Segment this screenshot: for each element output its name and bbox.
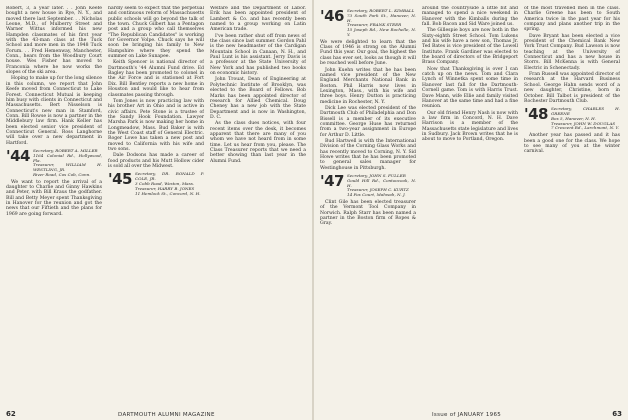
page-number: 62 — [6, 410, 16, 418]
paragraph: Our old friend Henry Nash is now with a law firm in Concord, N. H. Dave Harrison is a member of the Massachusetts state legislature and lives in Sudbury. Jack Brown writes that he is about to move to Portland, Oregon. — [422, 110, 518, 143]
class-year: '44 — [6, 146, 30, 165]
right-page — [314, 0, 628, 420]
right-column-2 — [422, 6, 518, 402]
class-heading-48 — [524, 107, 620, 131]
paragraph: We were delighted to learn that the Class of 1946 is strong on the Alumni Fund this year. Our goal, the highest the class has ever set, looks as though it will be reached well before June. — [320, 39, 416, 67]
paragraph: John Trouat, Dean of Engineering at Polytechnic Institute of Brooklyn, was elected to the Board of Fellows. Bob Marks has been appointed director of research for Allied Chemical. Doug Cheney has a new job with the State Department and is now in Washington, D. C. — [210, 77, 306, 120]
class-treasurer: Treasurer, JOHN W. DOUGLAS — [550, 120, 616, 126]
paragraph: The Gillespie boys are now both in the Sixty-eighth Street School. Tom Lukens and his wife have a new son, Thomas Jr. Ted Bates is vice president of the Lowell Institute. Frank Gardiner was elected to the board of directors of the Bridgeport Brass Company. — [422, 28, 518, 66]
paragraph: Another year has passed and it has been a good one for the class. We hope to see many of you at the winter carnival. — [524, 133, 620, 155]
page-number: 63 — [612, 410, 622, 418]
class-secretary: Secretary, ROBERT A. MILLER — [32, 147, 98, 153]
class-heading-44 — [6, 146, 102, 178]
paragraph: Clint Gile has been elected treasurer of the Vermont Tool Company in Norwich. Ralph Starr has been named a partner in the Boston firm of Ropes & Gray. — [320, 200, 416, 227]
paragraph: Welfare and the Department of Labor. Erik has been appointed president of Lambert & Co. and has recently been named to a group working on Latin American trade. — [210, 6, 306, 33]
class-secretary-address: Box 5, Hanover, N. H. — [550, 115, 597, 121]
class-treasurer: Treasurer, WILLIAM H. WESTLING, JR. — [32, 162, 102, 173]
page-footer: DARTMOUTH ALUMNI MAGAZINE — [118, 412, 215, 418]
paragraph: Now that Thanksgiving is over I can catch up on the news. Tom and Clara Lynch of Winnetka spent some time in Hanover last fall for the Dartmouth-Cornell game. Tom is with Harris Trust. Dave Mann, wife Ellie and family visited Hanover at the same time and had a fine reunion. — [422, 66, 518, 110]
paragraph: Tom Jones is now practicing law with his brother Art in Ohio and is active in civic affairs. Pete Stone is a trustee of the Sandy Hook Foundation. Lawyer Marsha Park is now making her home in Longmeadow, Mass. Bud Baker is with the West Coast staff of General Electric. Roger Lowe has taken a new post and moved to California with his wife and two sons. — [108, 98, 204, 152]
paragraph: Keith Spencer is national director of Dartmouth's '44 Alumni Fund drive. Ed Bagley has been promoted to colonel in the Air Force and is stationed at Fort Dix. Bill Bentley reports a new home in Houston and would like to hear from classmates passing through. — [108, 60, 204, 98]
left-column-1 — [6, 6, 102, 402]
class-secretary-address: 1164 Colonial Rd., Hollywood, Fla. — [32, 152, 102, 163]
paragraph: I've been rather shut off from news of the class since last summer. Gordon Pahl is the new headmaster of the Cardigan Mountain School in Canaan, N. H., and Paul Lunt is his assistant. Jerry Davis is a professor at the State University of New York and has published two books on economic history. — [210, 33, 306, 77]
class-treasurer: Treasurer, FRANK STEER — [346, 22, 402, 28]
right-column-1 — [320, 6, 416, 402]
paragraph: Hoping to make up for the long silence in this column, we report that John Keefe moved from Connecticut to Lake Forest. Connecticut Mutual is keeping him busy with clients in Connecticut and Massachusetts. Bert Nisselson is Connecticut's new man in Stamford, Conn. Bill Rowse is now a partner in the Middlebury law firm. Hank Keller has been elected senior vice president of Connecticut General. Ross Langhorne will take over a new department in Hartford. — [6, 76, 102, 146]
paragraph: John Kuehn writes that he has been named vice president of the New England Merchants National Bank in Boston. Phil Harris now lives in Lexington, Mass., with his wife and three boys. Henry Dutton is practicing medicine in Rochester, N. Y. — [320, 67, 416, 105]
paragraph: of the most travelled men in the class. Charlie Greene has been to South America twice in the past year for his company and plans another trip in the spring. — [524, 6, 620, 33]
paragraph: around the countryside a little bit and managed to spend a nice weekend in Hanover with the Kimballs during the fall. Bob Bacon and Sid Ware joined us. — [422, 6, 518, 28]
class-treasurer: Treasurer, HARRY B. JONES — [134, 185, 195, 191]
paragraph: Dale Dodsons has made a career of food products and his Mutt Hollow cider is sold all over the Midwest. — [108, 153, 204, 169]
class-secretary: Secretary, ROBERT L. KIMBALL — [346, 8, 415, 13]
class-treasurer-address: 15 Joseph Rd., New Rochelle, N. Y. — [346, 27, 416, 37]
class-secretary: Secretary, JOHN S. FULLER — [346, 173, 406, 179]
class-secretary: Secretary, CHARLES H. GREENE — [550, 106, 620, 116]
left-column-2 — [108, 6, 204, 402]
class-year: '47 — [320, 172, 344, 191]
paragraph: Fran Russell was appointed director of research at the Harvard Business School. George Hahn sends word of a new daughter, Christine, born in October. Bill Talbot is president of the Rochester Dartmouth Club. — [524, 72, 620, 104]
paragraph: Robert, 3, a year later. . . John Keefe bought a new house in Rye, N. Y., and moved there last September. . . Nicholas Leone, M.D., of Mulberry Street and Warner Wittus informed his new Hampden classmates of his first year with the 43-man class at the Tuck School and more men in the 1948 Tuck Forum. . . Fred Hemenway, Manchester, Conn., hears from the Woodbury Court house. Wes Fisher has moved to Franconia where he now works the slopes of the ski area. — [6, 6, 102, 76]
class-treasurer-address: 11 Hemlock St., Concord, N. H. — [134, 190, 201, 196]
class-heading-47 — [320, 174, 416, 198]
class-treasurer-address: 7 Crescent Rd., Larchmont, N. Y. — [550, 125, 620, 131]
paragraph: As the class dues notices, with four recent items over the desk, it becomes apparent that there are many of you whom we have not heard from in some time. Let us hear from you, please. The Class Treasurer reports that we need a better showing than last year in the Alumni Fund. — [210, 121, 306, 164]
class-year: '46 — [320, 7, 344, 25]
right-column-3 — [524, 6, 620, 402]
class-year: '45 — [108, 170, 132, 189]
class-heading-46 — [320, 9, 416, 38]
class-secretary-address: 73 South Park St., Hanover, N. H. — [346, 12, 416, 23]
paragraph: Dave Bryant has been elected a vice president of the Chemical Bank New York Trust Company. Bud Lawson is now teaching at the University of Connecticut and has a new house in Storrs. Bill McKenna is with General Electric in Schenectady. — [524, 33, 620, 71]
class-treasurer-address: 14 Fox Court, Mahwah, N. J. — [346, 192, 406, 198]
paragraph: Dick Lee was elected president of the Dartmouth Club of Philadelphia and Don Bissell is a member of its executive committee. George Huse has returned from a two-year assignment in Europe for Arthur D. Little. — [320, 105, 416, 138]
class-secretary: Secretary, DR. RONALD P. COLE, JR. — [134, 171, 204, 182]
paragraph: Bud Hartwell is with the International Division of the Corning Glass Works and has recently moved to Corning, N. Y. Sid Howe writes that he has been promoted to general sales manager for Westinghouse in Pittsburgh. — [320, 138, 416, 171]
left-column-3 — [210, 6, 306, 402]
class-treasurer-address: River Road, Cos Cob, Conn. — [32, 171, 91, 177]
class-treasurer: Treasurer, JOSEPH C. KURTZ — [346, 187, 409, 193]
class-heading-45 — [108, 172, 204, 196]
class-year: '48 — [524, 105, 548, 124]
paragraph: hardly seem to expect that the perpetual and continuous reform of Massachusetts public schools will go beyond the talk of the town. Chuck Gilbert has a Pentagon post and a group who call themselves "The Republican Candidates" is working for Governor Volpe. Chuck says he will soon be bringing his family to New Hampshire where they spend the summer on Lake Sunapee. — [108, 6, 204, 60]
page-footer: Issue of JANUARY 1965 — [432, 412, 502, 418]
paragraph: We want to report the arrival of a daughter to Charlie and Ginny Hawkins and Peter, with Bill Kraus the godfather. Bill and Betty Meyer spent Thanksgiving in Hanover for the reunion and got the news that our Fiftieth and the plans for 1969 are going forward. — [6, 179, 102, 217]
class-secretary-address: Gould Hill Rd., Contoocook, N. H. — [346, 177, 416, 188]
class-secretary-address: 3 Cobb Road, Weston, Mass. — [134, 180, 195, 186]
